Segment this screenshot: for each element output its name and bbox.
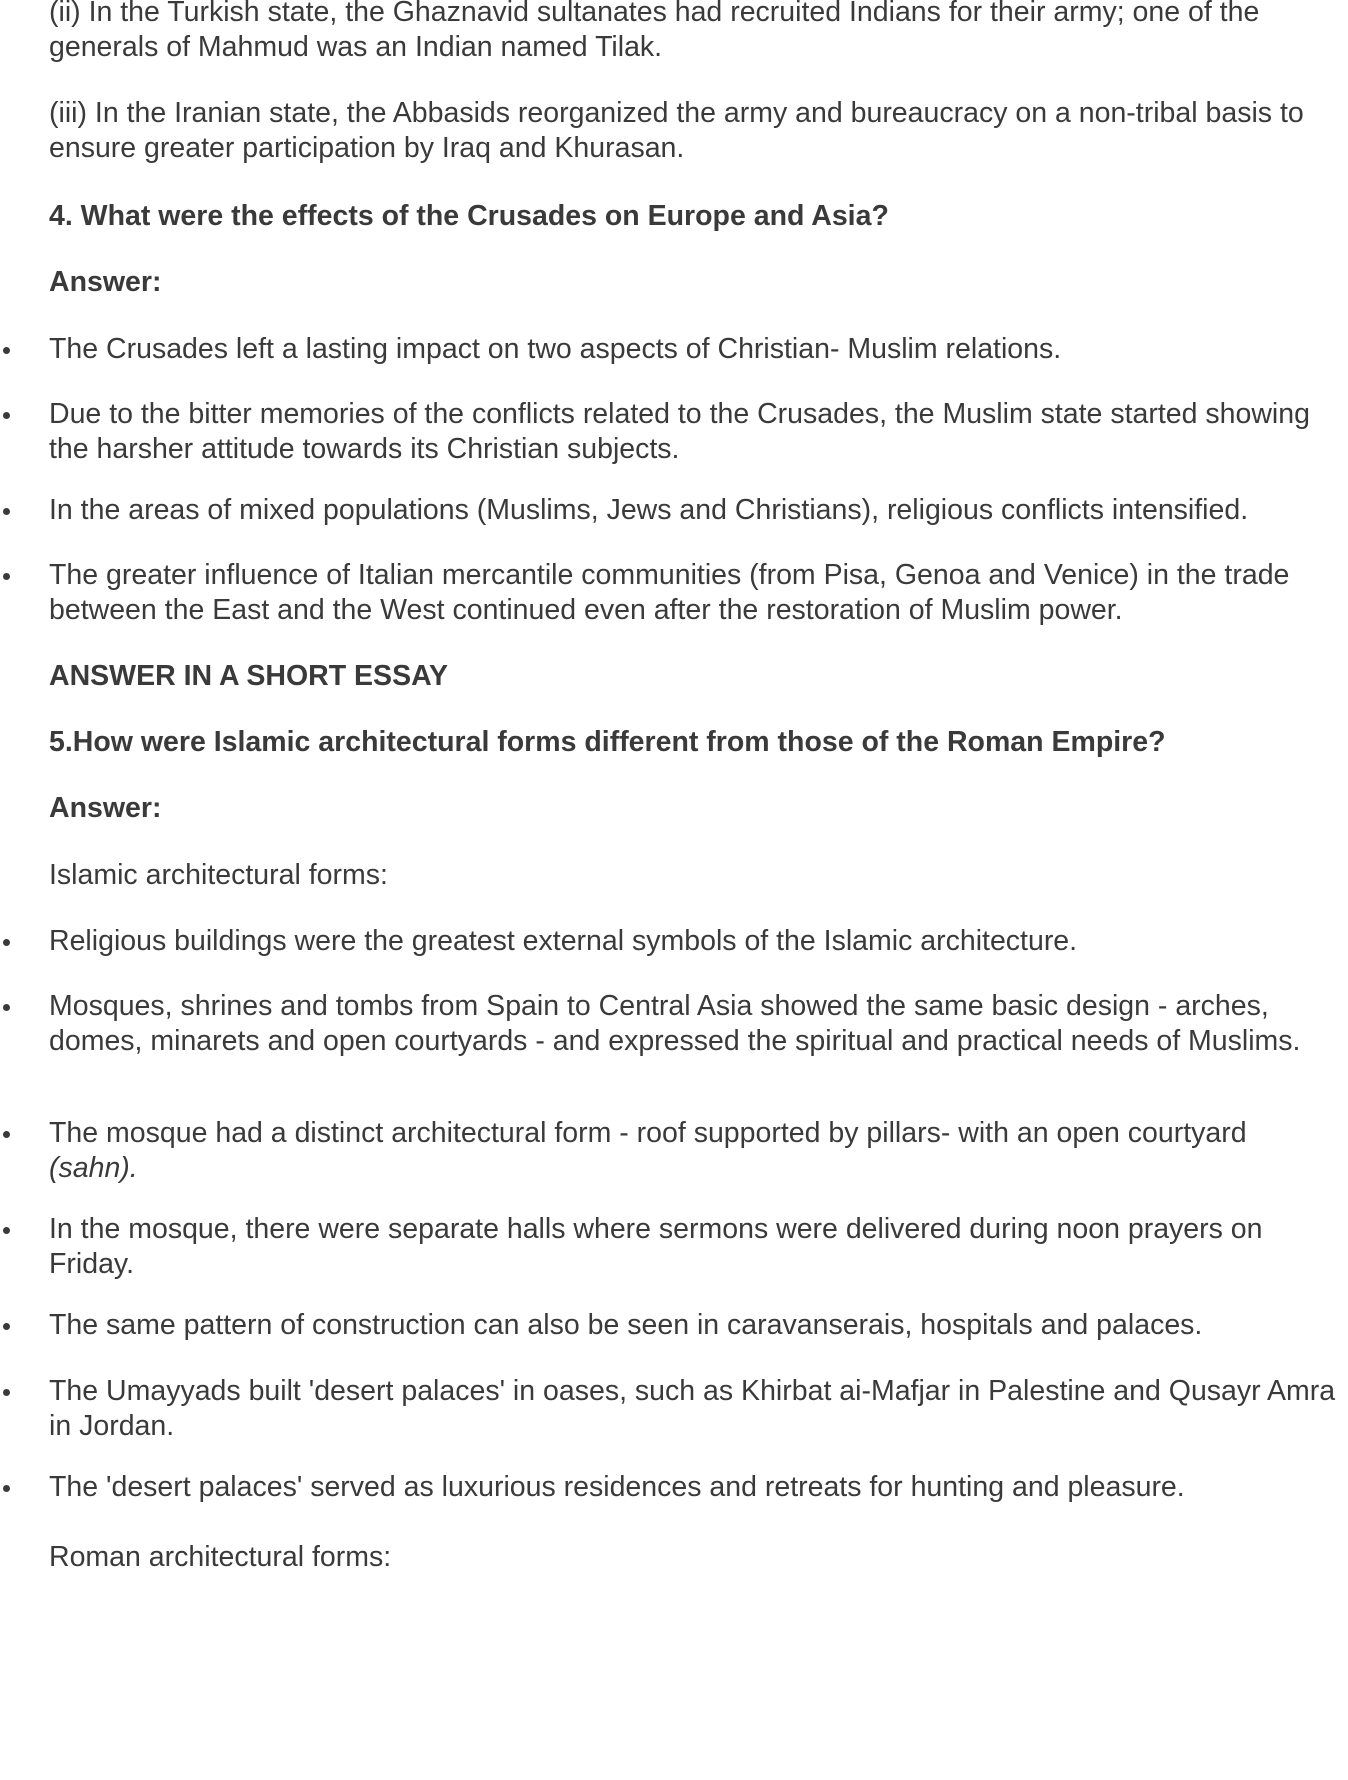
- roman-forms-label: Roman architectural forms:: [49, 1541, 392, 1573]
- list-item-text: Due to the bitter memories of the conflicts related to the Crusades, the Muslim state started showing the harsher attitude towards its Christian subjects.: [49, 398, 1310, 465]
- bullet-icon: [3, 1485, 10, 1492]
- bullet-icon: [3, 1323, 10, 1330]
- bullet-icon: [3, 1389, 10, 1396]
- question-4-heading: 4. What were the effects of the Crusades on Europe and Asia?: [49, 200, 889, 232]
- question-4-answer-label: Answer:: [49, 266, 162, 298]
- question-5-heading: 5.How were Islamic architectural forms different from those of the Roman Empire?: [49, 726, 1166, 758]
- list-item-text: The same pattern of construction can also be seen in caravanserais, hospitals and palaces.: [49, 1309, 1203, 1341]
- bullet-icon: [3, 939, 10, 946]
- mosque-form-text: The mosque had a distinct architectural form - roof supported by pillars- with an open courtyard: [49, 1117, 1247, 1149]
- bullet-icon: [3, 1131, 10, 1138]
- islamic-forms-label: Islamic architectural forms:: [49, 859, 388, 891]
- list-item-text: Religious buildings were the greatest external symbols of the Islamic architecture.: [49, 925, 1078, 957]
- question-5-answer-label: Answer:: [49, 792, 162, 824]
- section-heading: ANSWER IN A SHORT ESSAY: [49, 660, 449, 692]
- list-item-text: The greater influence of Italian mercantile communities (from Pisa, Genoa and Venice) in the trade between the East and the West continued even after the restoration of Muslim power.: [49, 559, 1290, 626]
- bullet-icon: [3, 1004, 10, 1011]
- list-item-text: Mosques, shrines and tombs from Spain to Central Asia showed the same basic design - arches, domes, minarets and open courtyards - and expressed the spiritual and practical needs of Muslims.: [49, 990, 1301, 1057]
- list-item-text: [49, 1116, 1341, 1186]
- bullet-icon: [3, 573, 10, 580]
- list-item-text: The Umayyads built 'desert palaces' in oases, such as Khirbat ai-Mafjar in Palestine and Qusayr Amra in Jordan.: [49, 1375, 1336, 1442]
- bullet-icon: [3, 1227, 10, 1234]
- list-item-text: The Crusades left a lasting impact on two aspects of Christian- Muslim relations.: [49, 333, 1062, 365]
- bullet-icon: [3, 508, 10, 515]
- list-item-text: In the mosque, there were separate halls where sermons were delivered during noon prayers on Friday.: [49, 1213, 1263, 1280]
- bullet-icon: [3, 347, 10, 354]
- sahn-term: (sahn).: [49, 1152, 138, 1184]
- intro-paragraph-iii: (iii) In the Iranian state, the Abbasids reorganized the army and bureaucracy on a non-tribal basis to ensure greater participation by Iraq and Khurasan.: [49, 97, 1304, 164]
- intro-paragraph-ii: (ii) In the Turkish state, the Ghaznavid sultanates had recruited Indians for their army; one of the generals of Mahmud was an Indian named Tilak.: [49, 0, 1260, 63]
- list-item-text: In the areas of mixed populations (Muslims, Jews and Christians), religious conflicts intensified.: [49, 494, 1249, 526]
- bullet-icon: [3, 412, 10, 419]
- list-item-text: The 'desert palaces' served as luxurious residences and retreats for hunting and pleasure.: [49, 1471, 1185, 1503]
